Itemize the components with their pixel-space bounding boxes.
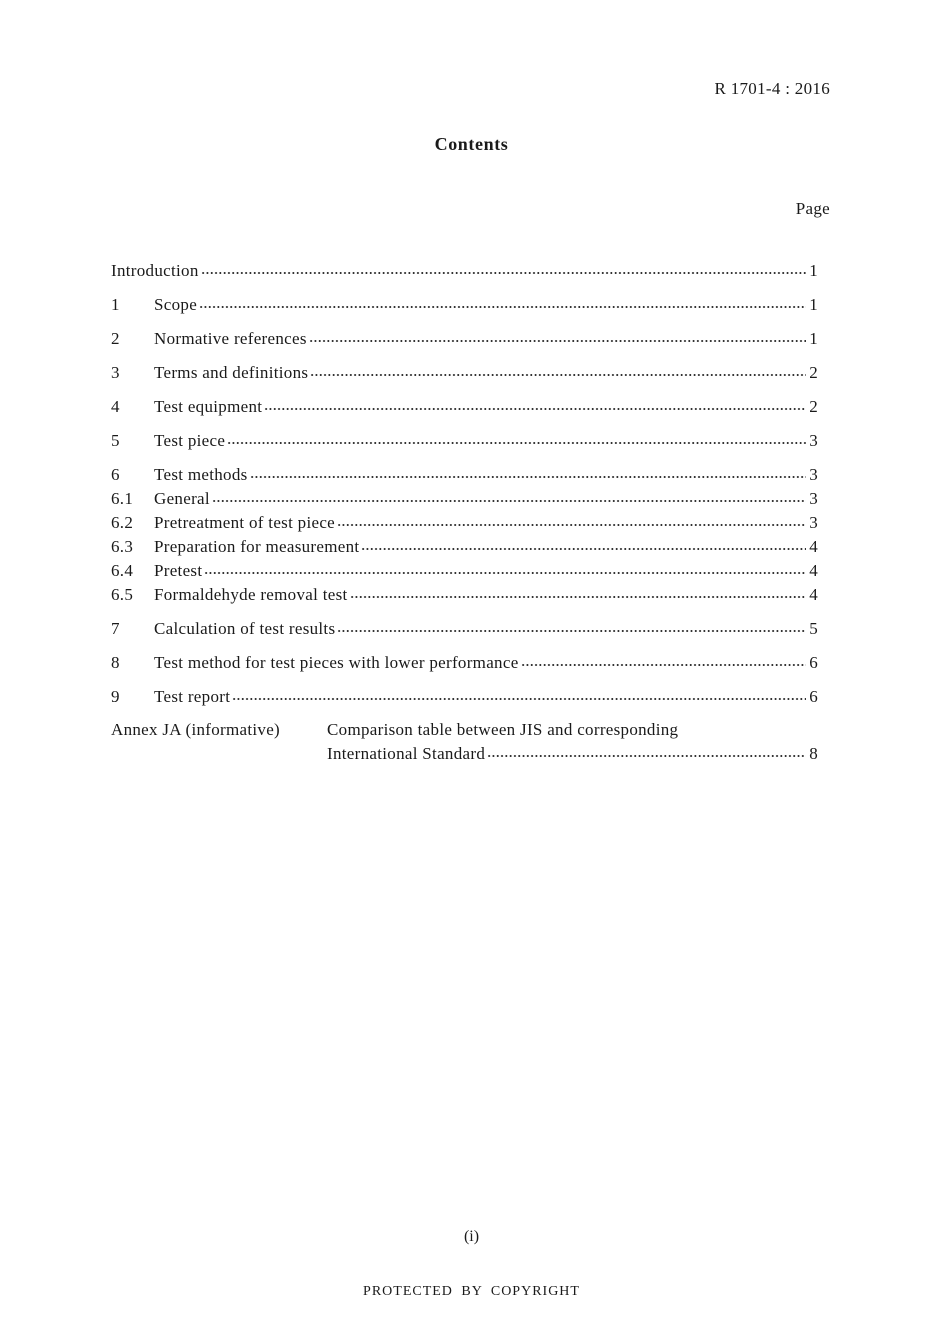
toc-entry-scope[interactable] <box>111 295 818 317</box>
toc-entry-number: 6.3 <box>111 537 134 556</box>
dot-leader <box>204 571 806 575</box>
toc-entry-preparation[interactable] <box>111 537 818 559</box>
toc-entry-test-methods[interactable] <box>111 465 818 487</box>
toc-entry-number: 5 <box>111 431 120 450</box>
toc-entry-page: 2 <box>809 363 818 382</box>
dot-leader <box>309 339 806 343</box>
toc-entry-title: Pretest <box>154 561 203 580</box>
toc-entry-number: 2 <box>111 329 120 348</box>
toc-entry-test-piece[interactable] <box>111 431 818 453</box>
toc-entry-title: Test report <box>154 687 231 706</box>
toc-entry-number: 3 <box>111 363 120 382</box>
toc-entry-title: Test equipment <box>154 397 263 416</box>
toc-entry-annex[interactable] <box>327 744 818 766</box>
toc-entry-title: Terms and definitions <box>154 363 309 382</box>
toc-entry-number: 8 <box>111 653 120 672</box>
toc-entry-page: 3 <box>809 513 818 532</box>
toc-entry-title: Introduction <box>111 261 199 280</box>
toc-entry-page: 1 <box>809 261 818 280</box>
toc-entry-number: 1 <box>111 295 120 314</box>
toc-entry-title: Test methods <box>154 465 248 484</box>
dot-leader <box>250 475 806 479</box>
dot-leader <box>199 305 806 309</box>
page-column-header: Page <box>795 199 830 218</box>
toc-entry-page: 4 <box>809 537 818 556</box>
toc-entry-title: Normative references <box>154 329 307 348</box>
toc-entry-number: 9 <box>111 687 120 706</box>
toc-entry-page: 6 <box>809 653 818 672</box>
toc-entry-number: 6.5 <box>111 585 134 604</box>
dot-leader <box>521 663 806 667</box>
toc-entry-number: 6.2 <box>111 513 134 532</box>
annex-title-line2: International Standard <box>327 744 486 763</box>
toc-entry-number: 6 <box>111 465 120 484</box>
toc-entry-calculation[interactable] <box>111 619 818 641</box>
dot-leader <box>337 523 806 527</box>
dot-leader <box>337 629 806 633</box>
toc-entry-page: 4 <box>809 585 818 604</box>
toc-entry-formaldehyde-test[interactable] <box>111 585 818 607</box>
toc-entry-title: Test method for test pieces with lower performance <box>154 653 519 672</box>
toc-entry-page: 6 <box>809 687 818 706</box>
toc-entry-pretest[interactable] <box>111 561 818 583</box>
toc-entry-general[interactable] <box>111 489 818 511</box>
toc-entry-title: General <box>154 489 210 508</box>
toc-entry-test-report[interactable] <box>111 687 818 709</box>
dot-leader <box>201 271 806 275</box>
toc-entry-title: Calculation of test results <box>154 619 336 638</box>
toc-entry-page: 8 <box>809 744 818 763</box>
dot-leader <box>227 441 806 445</box>
dot-leader <box>361 547 806 551</box>
toc-entry-page: 3 <box>809 489 818 508</box>
copyright-notice: PROTECTED BY COPYRIGHT <box>363 1284 580 1299</box>
toc-entry-page: 1 <box>809 329 818 348</box>
toc-entry-page: 3 <box>809 465 818 484</box>
annex-title-line1[interactable]: Comparison table between JIS and corresponding <box>327 720 679 739</box>
toc-entry-number: 6.1 <box>111 489 134 508</box>
toc-entry-page: 3 <box>809 431 818 450</box>
toc-entry-introduction[interactable] <box>111 261 818 283</box>
toc-entry-terms-definitions[interactable] <box>111 363 818 385</box>
toc-entry-number: 6.4 <box>111 561 134 580</box>
toc-entry-title: Formaldehyde removal test <box>154 585 348 604</box>
toc-entry-test-equipment[interactable] <box>111 397 818 419</box>
annex-label: Annex JA (informative) <box>111 720 281 739</box>
toc-entry-number: 7 <box>111 619 120 638</box>
dot-leader <box>264 407 806 411</box>
toc-entry-normative-references[interactable] <box>111 329 818 351</box>
toc-entry-page: 5 <box>809 619 818 638</box>
dot-leader <box>487 754 806 758</box>
toc-entry-lower-performance[interactable] <box>111 653 818 675</box>
toc-entry-title: Scope <box>154 295 198 314</box>
toc-entry-page: 4 <box>809 561 818 580</box>
toc-entry-pretreatment[interactable] <box>111 513 818 535</box>
toc-entry-title: Preparation for measurement <box>154 537 360 556</box>
toc-entry-page: 1 <box>809 295 818 314</box>
toc-entry-number: 4 <box>111 397 120 416</box>
dot-leader <box>350 595 806 599</box>
document-id: R 1701-4 : 2016 <box>714 79 830 98</box>
footer-page-number: (i) <box>463 1228 480 1245</box>
toc-entry-title: Pretreatment of test piece <box>154 513 336 532</box>
toc-title: Contents <box>434 134 509 154</box>
dot-leader <box>232 697 806 701</box>
dot-leader <box>310 373 806 377</box>
dot-leader <box>212 499 806 503</box>
toc-entry-page: 2 <box>809 397 818 416</box>
toc-entry-title: Test piece <box>154 431 226 450</box>
